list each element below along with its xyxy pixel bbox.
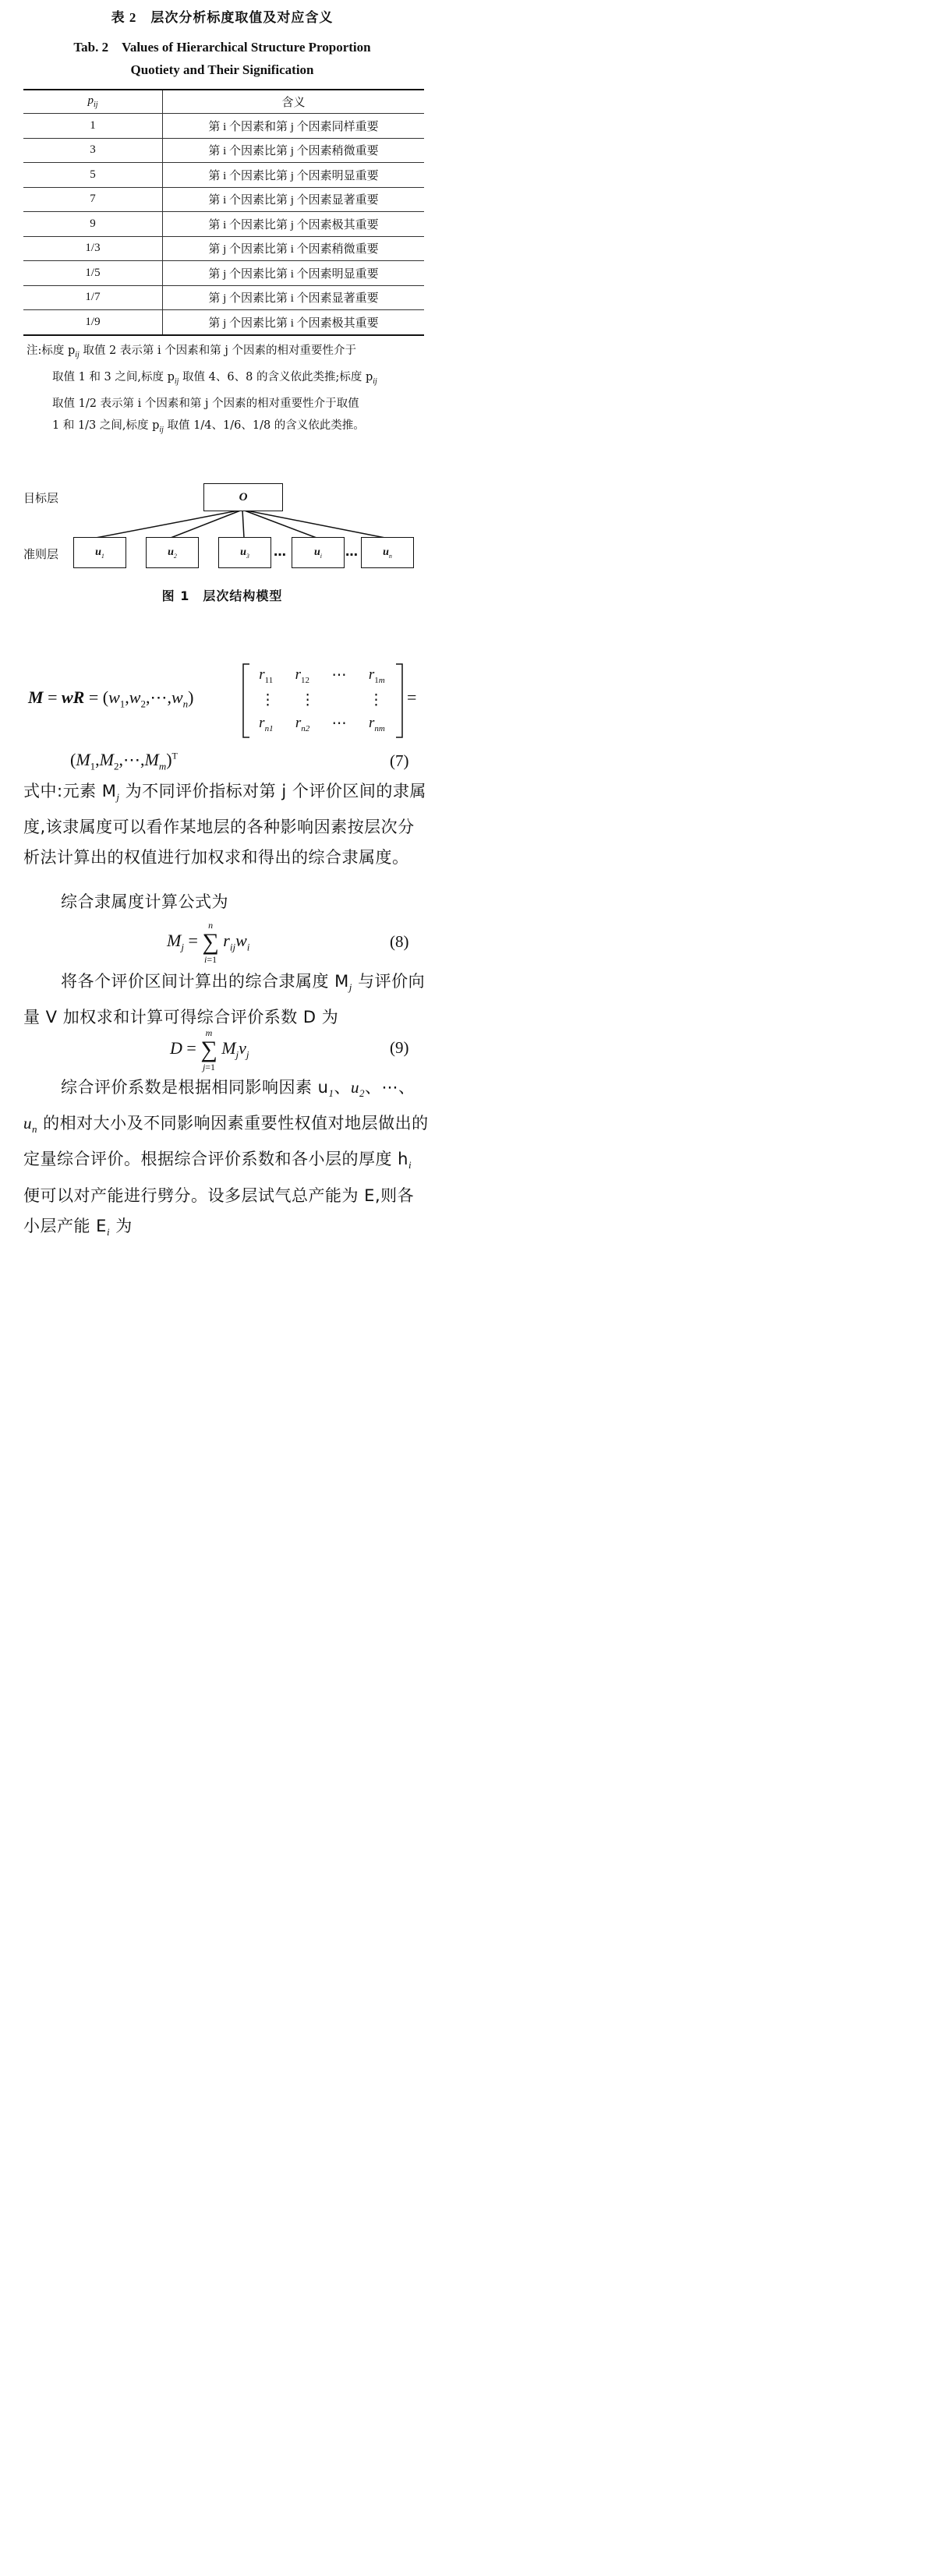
- eq7-equals: =: [407, 687, 417, 707]
- paragraph-4: 综合评价系数是根据相同影响因素 $u_1$、$u_2$、⋯、$u_n$ 的相对大小及不同影响因素重要性权值对地层做出的定量综合评价。根据综合评价系数和各小层的厚度 $h_i$ 便可以对产能进行劈分。设多层试气总产能为 E,则各小层产能 $E_i$ 为: [23, 1078, 429, 1238]
- table-caption-cn: 表 2 层次分析标度取值及对应含义: [111, 10, 334, 25]
- node-goal: O: [203, 483, 283, 511]
- eq8: $M_j$ = n ∑ i=1 $r_{ij}w_i$: [167, 920, 250, 965]
- cell-meaning: 第 i 个因素和第 j 个因素同样重要: [163, 114, 425, 139]
- cell-pij: 1: [23, 114, 163, 139]
- connector-5: [242, 510, 385, 538]
- header-pij: $p_{ij}$: [23, 90, 163, 114]
- header-meaning: 含义: [163, 90, 425, 114]
- node-un: $u_n$: [361, 537, 414, 568]
- cell-pij: 1/5: [23, 261, 163, 286]
- cell-pij: 1/3: [23, 236, 163, 261]
- cell-meaning: 第 i 个因素比第 j 个因素极其重要: [163, 212, 425, 237]
- table-caption-en-line2: Quotiety and Their Signification: [130, 62, 314, 77]
- cell-meaning: 第 i 个因素比第 j 个因素明显重要: [163, 163, 425, 188]
- cell-pij: 7: [23, 187, 163, 212]
- label-target-layer: 目标层: [23, 491, 59, 505]
- cell-pij: 1/7: [23, 285, 163, 310]
- cell-pij: 1/9: [23, 310, 163, 335]
- eq7-line2: $(M_1,M_2,\cdots,M_m)^T$: [70, 750, 178, 772]
- eq9: D = m ∑ j=1 $M_jv_j$: [170, 1027, 249, 1072]
- note-line-2: 取值 1 和 3 之间,标度 $p_{ij}$ 取值 4、6、8 的含义依此类推;标度 $p_{ij}$: [52, 370, 377, 386]
- node-ui: $u_i$: [292, 537, 345, 568]
- paragraph-3: 将各个评价区间计算出的综合隶属度 $M_j$ 与评价向量 V 加权求和计算可得综合评价系数 D 为: [23, 972, 426, 1027]
- paragraph-2: 综合隶属度计算公式为: [61, 892, 228, 911]
- node-u2: $u_2$: [146, 537, 199, 568]
- node-u1: $u_1$: [73, 537, 126, 568]
- cell-meaning: 第 j 个因素比第 i 个因素极其重要: [163, 310, 425, 335]
- cell-meaning: 第 j 个因素比第 i 个因素稍微重要: [163, 236, 425, 261]
- eq9-number: (9): [390, 1038, 409, 1057]
- note-line-3: 取值 1/2 表示第 i 个因素和第 j 个因素的相对重要性介于取值: [52, 397, 359, 410]
- eq8-number: (8): [390, 932, 409, 951]
- eq7-lhs: M = wR = $(w_1,w_2,\cdots,w_n)$: [28, 687, 194, 710]
- note-line-1: 注:标度 $p_{ij}$ 取值 2 表示第 i 个因素和第 j 个因素的相对重要性介于: [27, 345, 356, 359]
- cell-pij: 9: [23, 212, 163, 237]
- label-criteria-layer: 准则层: [23, 547, 59, 561]
- cell-meaning: 第 j 个因素比第 i 个因素明显重要: [163, 261, 425, 286]
- cell-meaning: 第 i 个因素比第 j 个因素显著重要: [163, 187, 425, 212]
- connector-1: [96, 510, 242, 538]
- paragraph-1: 式中:元素 $M_j$ 为不同评价指标对第 j 个评价区间的隶属度,该隶属度可以看作某地层的各种影响因素按层次分析法计算出的权值进行加权求和得出的综合隶属度。: [23, 782, 426, 868]
- cell-meaning: 第 i 个因素比第 j 个因素稍微重要: [163, 138, 425, 163]
- connector-2: [171, 510, 242, 538]
- cell-pij: 5: [23, 163, 163, 188]
- table-caption-en-line1: Tab. 2 Values of Hierarchical Structure Proportion: [73, 40, 371, 55]
- cell-pij: 3: [23, 138, 163, 163]
- figure-caption: 图 1 层次结构模型: [161, 588, 283, 603]
- node-u3: $u_3$: [218, 537, 271, 568]
- cell-meaning: 第 j 个因素比第 i 个因素显著重要: [163, 285, 425, 310]
- eq7-number: (7): [390, 751, 409, 770]
- eq7-matrix: $r_{11}$ $r_{12}$ ⋯ $r_{1m}$ ⋮ ⋮ ⋮ $r_{n1}$ $r_{n2}$ ⋯ $r_{nm}$: [259, 666, 385, 733]
- connector-4: [242, 510, 316, 538]
- ellipsis-1: …: [274, 544, 286, 559]
- connector-3: [242, 510, 244, 538]
- note-line-4: 1 和 1/3 之间,标度 $p_{ij}$ 取值 1/4、1/6、1/8 的含义依此类推。: [52, 419, 365, 434]
- ellipsis-2: …: [345, 544, 358, 559]
